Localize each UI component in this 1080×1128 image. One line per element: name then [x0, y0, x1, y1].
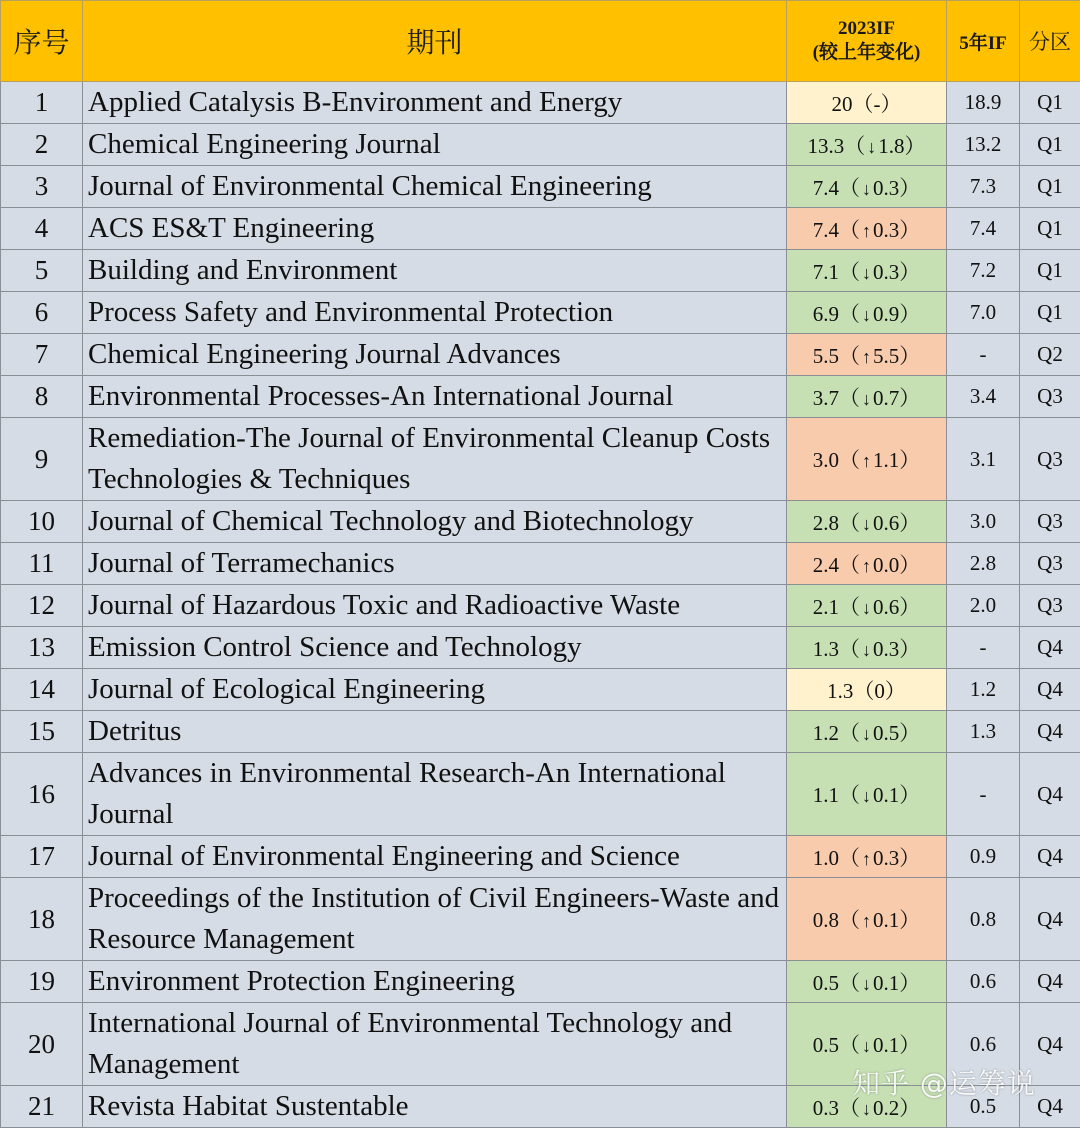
if-value: 0.3 — [813, 1096, 839, 1120]
if-2023-cell: 7.4（ ↓0.3） — [787, 166, 947, 208]
if-value: 2.1 — [813, 595, 839, 619]
five-year-if: 18.9 — [947, 82, 1020, 124]
if-value: 1.3 — [813, 637, 839, 661]
table-row — [1, 878, 1080, 961]
table-body — [1, 82, 1080, 1128]
header-row — [1, 1, 1080, 82]
header-2023-if-title: 2023IF — [787, 17, 946, 41]
table-row — [1, 627, 1080, 669]
if-value: 3.7 — [813, 386, 839, 410]
if-change: 0.3 — [873, 218, 899, 242]
quartile: Q2 — [1020, 334, 1080, 376]
table-row — [1, 418, 1080, 501]
quartile: Q4 — [1020, 669, 1080, 711]
quartile: Q4 — [1020, 753, 1080, 836]
row-index: 12 — [1, 585, 83, 627]
table-row — [1, 585, 1080, 627]
five-year-if: - — [947, 334, 1020, 376]
header-5-year-if: 5年IF — [947, 1, 1020, 82]
arrow-up-icon: ↑ — [860, 347, 873, 368]
row-index: 11 — [1, 543, 83, 585]
quartile: Q3 — [1020, 501, 1080, 543]
journal-name: Journal of Hazardous Toxic and Radioactive Waste — [83, 585, 787, 627]
table-row — [1, 376, 1080, 418]
if-value: 1.3 — [827, 679, 853, 703]
row-index: 18 — [1, 878, 83, 961]
arrow-up-icon: ↑ — [860, 849, 873, 870]
if-2023-cell: 13.3（ ↓1.8） — [787, 124, 947, 166]
journal-name: Remediation-The Journal of Environmental Cleanup Costs Technologies & Techniques — [83, 418, 787, 501]
if-change: 0.0 — [873, 553, 899, 577]
row-index: 7 — [1, 334, 83, 376]
arrow-down-icon: ↓ — [860, 724, 873, 745]
if-value: 20 — [832, 92, 853, 116]
quartile: Q3 — [1020, 418, 1080, 501]
header-journal: 期刊 — [83, 1, 787, 82]
five-year-if: 3.1 — [947, 418, 1020, 501]
journal-name: Applied Catalysis B-Environment and Energy — [83, 82, 787, 124]
table-row — [1, 501, 1080, 543]
if-change: 0.1 — [873, 908, 899, 932]
five-year-if: 2.0 — [947, 585, 1020, 627]
if-change: 1.1 — [873, 448, 899, 472]
arrow-down-icon: ↓ — [860, 974, 873, 995]
if-change: 1.8 — [878, 134, 904, 158]
if-change: 0.5 — [873, 721, 899, 745]
arrow-down-icon: ↓ — [860, 305, 873, 326]
journal-name: Detritus — [83, 711, 787, 753]
table-row — [1, 292, 1080, 334]
journal-name: Journal of Chemical Technology and Biotechnology — [83, 501, 787, 543]
row-index: 8 — [1, 376, 83, 418]
if-change: 0.9 — [873, 302, 899, 326]
table-row — [1, 250, 1080, 292]
if-value: 7.1 — [813, 260, 839, 284]
five-year-if: 1.3 — [947, 711, 1020, 753]
journal-name: Chemical Engineering Journal — [83, 124, 787, 166]
arrow-down-icon: ↓ — [860, 598, 873, 619]
quartile: Q4 — [1020, 711, 1080, 753]
five-year-if: - — [947, 753, 1020, 836]
journal-name: Revista Habitat Sustentable — [83, 1086, 787, 1128]
quartile: Q1 — [1020, 250, 1080, 292]
arrow-down-icon: ↓ — [860, 1099, 873, 1120]
row-index: 10 — [1, 501, 83, 543]
row-index: 9 — [1, 418, 83, 501]
journal-name: Environment Protection Engineering — [83, 961, 787, 1003]
if-change: 5.5 — [873, 344, 899, 368]
if-2023-cell: 6.9（ ↓0.9） — [787, 292, 947, 334]
header-2023-if-subtitle: (较上年变化) — [787, 41, 946, 65]
arrow-down-icon: ↓ — [860, 786, 873, 807]
table-row — [1, 166, 1080, 208]
if-2023-cell: 5.5（ ↑5.5） — [787, 334, 947, 376]
five-year-if: 3.4 — [947, 376, 1020, 418]
row-index: 20 — [1, 1003, 83, 1086]
if-2023-cell: 0.3（ ↓0.2） — [787, 1086, 947, 1128]
journal-name: Proceedings of the Institution of Civil Engineers-Waste and Resource Management — [83, 878, 787, 961]
five-year-if: - — [947, 627, 1020, 669]
if-2023-cell — [787, 82, 947, 124]
row-index: 3 — [1, 166, 83, 208]
quartile: Q3 — [1020, 376, 1080, 418]
five-year-if: 7.4 — [947, 208, 1020, 250]
table-row — [1, 711, 1080, 753]
row-index: 4 — [1, 208, 83, 250]
if-change: 0.7 — [873, 386, 899, 410]
row-index: 1 — [1, 82, 83, 124]
journal-name: Emission Control Science and Technology — [83, 627, 787, 669]
if-2023-cell: 2.1（ ↓0.6） — [787, 585, 947, 627]
journal-name: Chemical Engineering Journal Advances — [83, 334, 787, 376]
row-index: 2 — [1, 124, 83, 166]
table-row — [1, 961, 1080, 1003]
quartile: Q1 — [1020, 208, 1080, 250]
if-value: 13.3 — [808, 134, 845, 158]
arrow-down-icon: ↓ — [865, 137, 878, 158]
if-2023-cell: 2.8（ ↓0.6） — [787, 501, 947, 543]
journal-name: International Journal of Environmental Technology and Management — [83, 1003, 787, 1086]
five-year-if: 7.2 — [947, 250, 1020, 292]
five-year-if: 3.0 — [947, 501, 1020, 543]
if-change: 0.2 — [873, 1096, 899, 1120]
if-value: 1.0 — [813, 846, 839, 870]
if-2023-cell: 3.7（ ↓0.7） — [787, 376, 947, 418]
quartile: Q4 — [1020, 836, 1080, 878]
if-2023-cell: 0.5（ ↓0.1） — [787, 961, 947, 1003]
if-change: （0） — [853, 679, 906, 703]
arrow-down-icon: ↓ — [860, 1036, 873, 1057]
if-change: 0.3 — [873, 260, 899, 284]
five-year-if: 1.2 — [947, 669, 1020, 711]
if-change: 0.1 — [873, 1033, 899, 1057]
five-year-if: 0.5 — [947, 1086, 1020, 1128]
if-2023-cell: 1.0（ ↑0.3） — [787, 836, 947, 878]
if-2023-cell: 3.0（ ↑1.1） — [787, 418, 947, 501]
five-year-if: 13.2 — [947, 124, 1020, 166]
if-change: 0.6 — [873, 595, 899, 619]
journal-name: Environmental Processes-An International Journal — [83, 376, 787, 418]
if-change: 0.6 — [873, 511, 899, 535]
if-change: 0.3 — [873, 176, 899, 200]
journal-name: Journal of Terramechanics — [83, 543, 787, 585]
header-2023-if — [787, 1, 947, 82]
row-index: 19 — [1, 961, 83, 1003]
arrow-down-icon: ↓ — [860, 640, 873, 661]
arrow-up-icon: ↑ — [860, 911, 873, 932]
if-value: 5.5 — [813, 344, 839, 368]
row-index: 5 — [1, 250, 83, 292]
table-row — [1, 669, 1080, 711]
arrow-down-icon: ↓ — [860, 389, 873, 410]
five-year-if: 0.8 — [947, 878, 1020, 961]
if-change: 0.1 — [873, 971, 899, 995]
row-index: 14 — [1, 669, 83, 711]
if-2023-cell: 1.2（ ↓0.5） — [787, 711, 947, 753]
table-row — [1, 836, 1080, 878]
quartile: Q4 — [1020, 1086, 1080, 1128]
if-2023-cell: 1.3（ ↓0.3） — [787, 627, 947, 669]
journal-name: Advances in Environmental Research-An International Journal — [83, 753, 787, 836]
row-index: 16 — [1, 753, 83, 836]
five-year-if: 7.0 — [947, 292, 1020, 334]
if-value: 1.1 — [813, 783, 839, 807]
if-2023-cell: 1.1（ ↓0.1） — [787, 753, 947, 836]
journal-name: Process Safety and Environmental Protection — [83, 292, 787, 334]
zhihu-watermark: 知乎 @运筹说 — [852, 1062, 1036, 1102]
if-2023-cell: 0.8（ ↑0.1） — [787, 878, 947, 961]
five-year-if: 0.9 — [947, 836, 1020, 878]
header-quartile: 分区 — [1020, 1, 1080, 82]
quartile: Q3 — [1020, 543, 1080, 585]
if-2023-cell: 2.4（ ↑0.0） — [787, 543, 947, 585]
table-row — [1, 82, 1080, 124]
row-index: 15 — [1, 711, 83, 753]
table-row — [1, 208, 1080, 250]
if-2023-cell: 0.5（ ↓0.1） — [787, 1003, 947, 1086]
journal-name: Journal of Environmental Chemical Engineering — [83, 166, 787, 208]
quartile: Q1 — [1020, 124, 1080, 166]
arrow-down-icon: ↓ — [860, 263, 873, 284]
if-value: 7.4 — [813, 218, 839, 242]
if-value: 0.8 — [813, 908, 839, 932]
if-change: 0.3 — [873, 637, 899, 661]
table-row — [1, 124, 1080, 166]
arrow-up-icon: ↑ — [860, 221, 873, 242]
row-index: 13 — [1, 627, 83, 669]
row-index: 21 — [1, 1086, 83, 1128]
table-row — [1, 334, 1080, 376]
quartile: Q4 — [1020, 961, 1080, 1003]
five-year-if: 2.8 — [947, 543, 1020, 585]
if-value: 6.9 — [813, 302, 839, 326]
quartile: Q3 — [1020, 585, 1080, 627]
if-change: 0.1 — [873, 783, 899, 807]
if-value: 0.5 — [813, 971, 839, 995]
row-index: 17 — [1, 836, 83, 878]
if-2023-cell — [787, 669, 947, 711]
quartile: Q4 — [1020, 878, 1080, 961]
quartile: Q1 — [1020, 292, 1080, 334]
arrow-down-icon: ↓ — [860, 179, 873, 200]
journal-name: Journal of Ecological Engineering — [83, 669, 787, 711]
row-index: 6 — [1, 292, 83, 334]
five-year-if: 0.6 — [947, 961, 1020, 1003]
if-value: 1.2 — [813, 721, 839, 745]
if-value: 7.4 — [813, 176, 839, 200]
arrow-down-icon: ↓ — [860, 514, 873, 535]
if-2023-cell: 7.1（ ↓0.3） — [787, 250, 947, 292]
table-row — [1, 543, 1080, 585]
arrow-up-icon: ↑ — [860, 451, 873, 472]
journal-name: Journal of Environmental Engineering and Science — [83, 836, 787, 878]
if-value: 2.8 — [813, 511, 839, 535]
five-year-if: 0.6 — [947, 1003, 1020, 1086]
five-year-if: 7.3 — [947, 166, 1020, 208]
if-value: 3.0 — [813, 448, 839, 472]
table-row — [1, 753, 1080, 836]
journal-name: Building and Environment — [83, 250, 787, 292]
quartile: Q4 — [1020, 1003, 1080, 1086]
header-index: 序号 — [1, 1, 83, 82]
if-value: 2.4 — [813, 553, 839, 577]
if-change: （-） — [853, 92, 902, 116]
quartile: Q1 — [1020, 82, 1080, 124]
if-value: 0.5 — [813, 1033, 839, 1057]
if-change: 0.3 — [873, 846, 899, 870]
if-2023-cell: 7.4（ ↑0.3） — [787, 208, 947, 250]
journal-name: ACS ES&T Engineering — [83, 208, 787, 250]
quartile: Q1 — [1020, 166, 1080, 208]
arrow-up-icon: ↑ — [860, 556, 873, 577]
quartile: Q4 — [1020, 627, 1080, 669]
